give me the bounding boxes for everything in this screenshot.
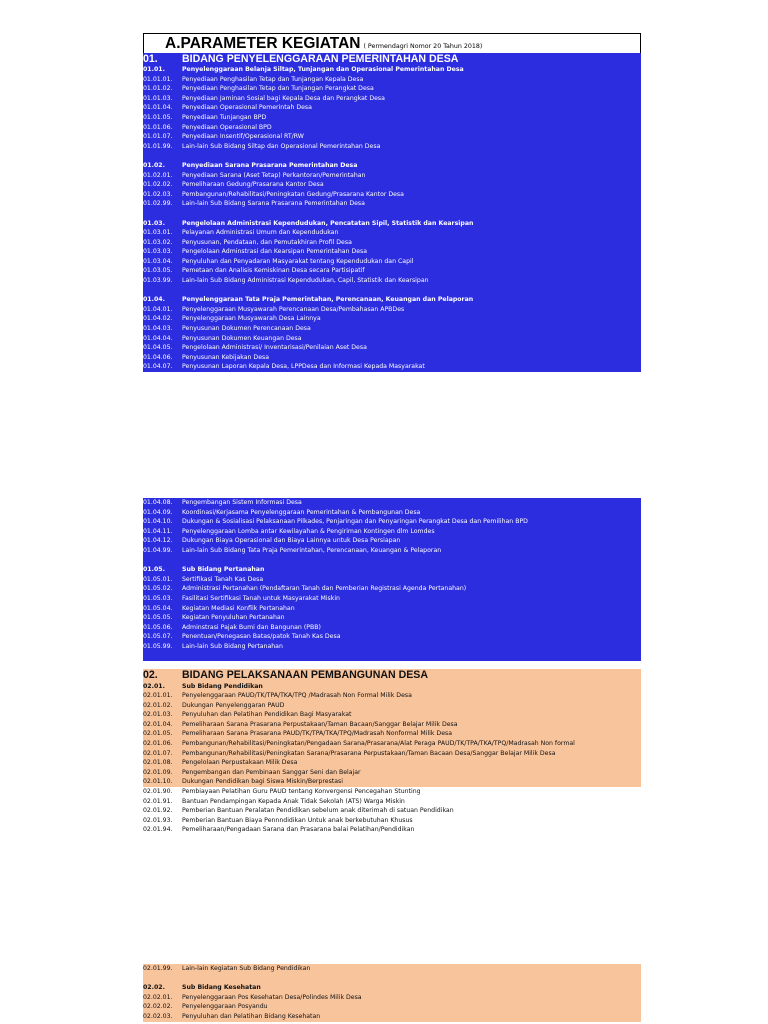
activity-row	[143, 353, 641, 363]
activity-row	[143, 720, 641, 730]
activity-row	[143, 993, 641, 1003]
activity-row	[143, 768, 641, 778]
activity-row	[143, 266, 641, 276]
activity-row	[143, 132, 641, 142]
bidang-02-block	[143, 669, 641, 788]
activity-row	[143, 343, 641, 353]
activity-text: Pengelolaan Perpustakaan Milik Desa	[182, 759, 298, 767]
activity-row	[143, 257, 641, 267]
activity-text: Pengelolaan Adminstrasi dan Kearsipan Pemerintahan Desa	[182, 248, 368, 256]
activity-code: 01.01.02.	[143, 85, 173, 93]
bidang-01-block	[143, 53, 641, 372]
activity-text: Penyelenggaraan Musyawarah Desa Lainnya	[182, 315, 321, 323]
activity-row	[143, 190, 641, 200]
activity-list-peach	[143, 682, 641, 788]
activity-row	[143, 739, 641, 749]
activity-text: Penyuluhan dan Pelatihan Pendidikan Bagi Masyarakat	[182, 711, 352, 719]
activity-text: Penyediaan Sarana Prasarana Pemerintahan Desa	[182, 161, 358, 169]
activity-code: 02.02.	[143, 984, 165, 992]
activity-row	[143, 604, 641, 614]
activity-code: 01.02.03.	[143, 190, 173, 198]
activity-row	[143, 75, 641, 85]
activity-row	[143, 623, 641, 633]
activity-code: 01.01.99.	[143, 142, 173, 150]
activity-code: 01.03.99.	[143, 277, 173, 285]
activity-text: Adminstrasi Pajak Bumi dan Bangunan (PBB)	[182, 623, 321, 631]
activity-text: Penyelenggaraan Posyandu	[182, 1003, 268, 1011]
activity-text: Penyusunan, Pendataan, dan Pemutakhiran Profil Desa	[182, 238, 352, 246]
activity-text: Penyediaan Sarana (Aset Tetap) Perkantoran/Pemerintahan	[182, 171, 366, 179]
activity-text: Pengelolaan Administrasi/ Inventarisasi/Penilaian Aset Desa	[182, 344, 367, 352]
activity-text: Fasilitasi Sertifikasi Tanah untuk Masyarakat Miskin	[182, 594, 340, 602]
activity-text: Pembangunan/Rehabilitasi/Peningkatan/Pengadaan Sarana/Prasarana/Alat Peraga PAUD/TK/TPA/TKA/TPQ/Madrasah Non formal	[182, 740, 575, 748]
activity-code: 01.01.04.	[143, 104, 173, 112]
sub-bidang-row	[143, 161, 641, 171]
activity-code: 01.05.02.	[143, 585, 173, 593]
activity-text: Penyediaan Insentif/Operasional RT/RW	[182, 133, 304, 141]
activity-code: 01.05.01.	[143, 575, 173, 583]
activity-code: 01.04.04.	[143, 334, 173, 342]
activity-row	[143, 247, 641, 257]
activity-code: 01.04.11.	[143, 527, 173, 535]
activity-text: Penyediaan Jaminan Sosial bagi Kepala Desa dan Perangkat Desa	[182, 94, 385, 102]
activity-text: Lain-lain Sub Bidang Siltap dan Operasional Pemerintahan Desa	[182, 142, 381, 150]
activity-code: 01.03.	[143, 219, 165, 227]
activity-code: 01.04.12.	[143, 537, 173, 545]
activity-text: Pemberian Bantuan Biaya Pennndidikan Untuk anak berkebutuhan Khusus	[182, 816, 413, 824]
activity-text: Penyelenggaraan Tata Praja Pemerintahan, Perencanaan, Keuangan dan Pelaporan	[182, 296, 474, 304]
activity-row	[143, 180, 641, 190]
activity-text: Penyelenggaraan Musyawarah Perencanaan Desa/Pembahasan APBDes	[182, 305, 405, 313]
activity-code: 02.02.02.	[143, 1003, 173, 1011]
activity-text: Penyediaan Operasional BPD	[182, 123, 272, 131]
activity-code: 01.04.	[143, 296, 165, 304]
activity-row	[143, 758, 641, 768]
activity-row	[143, 797, 641, 807]
activity-row	[143, 710, 641, 720]
activity-code: 01.05.04.	[143, 604, 173, 612]
activity-row	[143, 498, 641, 508]
activity-code: 01.01.06.	[143, 123, 173, 131]
activity-text: Sertifikasi Tanah Kas Desa	[182, 575, 264, 583]
activity-text: Sub Bidang Kesehatan	[182, 984, 261, 992]
activity-code: 01.05.03.	[143, 594, 173, 602]
activity-code: 01.04.99.	[143, 546, 173, 554]
activity-row	[143, 777, 641, 787]
activity-text: Koordinasi/Kerjasama Penyelenggaraan Pemerintahan & Pembangunan Desa	[182, 508, 421, 516]
activity-code: 01.03.01.	[143, 229, 173, 237]
activity-row	[143, 334, 641, 344]
activity-row	[143, 362, 641, 372]
activity-row	[143, 305, 641, 315]
sub-bidang-row	[143, 565, 641, 575]
activity-row	[143, 84, 641, 94]
activity-code: 01.05.07.	[143, 633, 173, 641]
activity-list	[143, 964, 641, 1022]
activity-code: 01.05.06.	[143, 623, 173, 631]
activity-code: 02.01.91.	[143, 797, 173, 805]
spacer	[143, 661, 641, 669]
activity-code: 01.02.01.	[143, 171, 173, 179]
activity-code: 02.01.07.	[143, 749, 173, 757]
activity-code: 01.01.	[143, 66, 165, 73]
page-3-section	[143, 964, 641, 1022]
activity-code: 02.01.08.	[143, 759, 173, 767]
activity-text: Penyelenggaraan Lomba antar Kewilayahan & Pengiriman Kontingen dlm Lomdes	[182, 527, 435, 535]
activity-text: Lain-lain Sub Bidang Pertanahan	[182, 642, 283, 650]
activity-code: 01.04.05.	[143, 344, 173, 352]
activity-row	[143, 142, 641, 152]
activity-code: 02.01.10.	[143, 778, 173, 786]
title-bar	[143, 33, 641, 53]
activity-row	[143, 536, 641, 546]
activity-code: 01.04.03.	[143, 325, 173, 333]
activity-row	[143, 113, 641, 123]
activity-text: Penentuan/Penegasan Batas/patok Tanah Kas Desa	[182, 633, 341, 641]
activity-text: Pemberian Bantuan Peralatan Pendidikan sebelum anak diterimah di satuan Pendidikan	[182, 807, 454, 815]
activity-text: Pengembangan Sistem Informasi Desa	[182, 499, 302, 506]
activity-text: Pembiayaan Pelatihan Guru PAUD tentang Konvergensi Pencegahan Stunting	[182, 788, 421, 796]
activity-text: Penyusunan Kebijakan Desa	[182, 353, 270, 361]
activity-code: 01.03.03.	[143, 248, 173, 256]
bidang-code: 02.	[143, 668, 158, 681]
activity-row	[143, 749, 641, 759]
activity-code: 02.01.92.	[143, 807, 173, 815]
sub-bidang-row	[143, 983, 641, 993]
activity-code: 02.01.02.	[143, 701, 173, 709]
activity-code: 01.04.02.	[143, 315, 173, 323]
activity-row	[143, 94, 641, 104]
activity-row	[143, 594, 641, 604]
activity-text: Penyelenggaraan Pos Kesehatan Desa/Polindes Milik Desa	[182, 993, 362, 1001]
activity-list	[143, 65, 641, 372]
activity-text: Dukungan & Sosialisasi Pelaksanaan Pilkades, Penjaringan dan Penyaringan Perangkat Desa dan Pemilihan BPD	[182, 518, 528, 526]
activity-code: 02.01.06.	[143, 740, 173, 748]
activity-text: Penyusunan Dokumen Perencanaan Desa	[182, 325, 311, 333]
activity-text: Pemeliharaan Sarana Prasarana Perpustakaan/Taman Bacaan/Sanggar Belajar Milik Desa	[182, 720, 458, 728]
activity-row	[143, 964, 641, 974]
activity-text: Lain-lain Sub Bidang Tata Praja Pemerintahan, Perencanaan, Keuangan & Pelaporan	[182, 546, 442, 554]
activity-text: Pembangunan/Rehabilitasi/Peningkatan Gedung/Prasarana Kantor Desa	[182, 190, 404, 198]
activity-list-blue	[143, 498, 641, 661]
activity-text: Lain-lain Sub Bidang Sarana Prasarana Pemerintahan Desa	[182, 200, 365, 208]
bidang-title: BIDANG PELAKSANAAN PEMBANGUNAN DESA	[182, 668, 429, 681]
activity-row	[143, 632, 641, 642]
activity-code: 01.03.05.	[143, 267, 173, 275]
bidang-code: 01.	[143, 53, 158, 65]
activity-code: 02.01.99.	[143, 965, 173, 972]
activity-code: 01.01.05.	[143, 113, 173, 121]
activity-row	[143, 527, 641, 537]
activity-row	[143, 546, 641, 556]
activity-code: 02.01.90.	[143, 788, 173, 796]
activity-row	[143, 613, 641, 623]
activity-code: 02.01.93.	[143, 816, 173, 824]
activity-text: Penyuluhan dan Pelatihan Bidang Kesehatan	[182, 1012, 321, 1020]
page-2-section	[143, 498, 641, 835]
activity-text: Pemeliharaan Sarana Prasarana PAUD/TK/TPA/TKA/TPQ/Madrasah Nonformal Milik Desa	[182, 730, 453, 738]
activity-text: Dukungan Pendidikan bagi Siswa Miskin/Berprestasi	[182, 778, 343, 786]
activity-row	[143, 171, 641, 181]
sub-bidang-row	[143, 295, 641, 305]
activity-code: 02.01.04.	[143, 720, 173, 728]
activity-row	[143, 825, 641, 835]
activity-code: 01.04.07.	[143, 363, 173, 371]
activity-text: Penyediaan Penghasilan Tetap dan Tunjangan Perangkat Desa	[182, 85, 374, 93]
activity-text: Dukungan Penyelenggaran PAUD	[182, 701, 285, 709]
activity-text: Penyediaan Penghasilan Tetap dan Tunjangan Kepala Desa	[182, 75, 364, 83]
activity-row	[143, 1012, 641, 1022]
activity-row	[143, 228, 641, 238]
page-1-section	[143, 33, 641, 372]
activity-code: 01.02.99.	[143, 200, 173, 208]
activity-row	[143, 584, 641, 594]
activity-text: Penyusunan Laporan Kepala Desa, LPPDesa dan Informasi Kepada Masyarakat	[182, 363, 425, 371]
activity-text: Pemetaan dan Analisis Kemiskinan Desa secara Partisipatif	[182, 267, 365, 275]
activity-text: Pengelolaan Administrasi Kependudukan, Pencatatan Sipil, Statistik dan Kearsipan	[182, 219, 474, 227]
page-title: A.PARAMETER KEGIATAN	[165, 35, 361, 52]
activity-code: 01.02.	[143, 161, 165, 169]
bidang-title: BIDANG PENYELENGGARAAN PEMERINTAHAN DESA	[182, 53, 459, 65]
activity-text: Lain-lain Sub Bidang Administrasi Kependudukan, Capil, Statistik dan Kearsipan	[182, 277, 429, 285]
activity-code: 01.04.06.	[143, 353, 173, 361]
activity-text: Sub Bidang Pertanahan	[182, 566, 265, 574]
activity-code: 01.04.09.	[143, 508, 173, 516]
activity-row	[143, 276, 641, 286]
activity-text: Pembangunan/Rehabilitasi/Peningkatan Sarana/Prasarana Perpustakaan/Taman Bacaan Desa/Sanggar Belajar Milik Desa	[182, 749, 556, 757]
activity-text: Penyelenggaraan PAUD/TK/TPA/TKA/TPQ /Madrasah Non Formal Milik Desa	[182, 692, 412, 700]
blank-row	[143, 151, 641, 161]
activity-row	[143, 806, 641, 816]
blank-row	[143, 556, 641, 566]
activity-text: Sub Bidang Pendidikan	[182, 682, 263, 690]
activity-code: 01.05.05.	[143, 614, 173, 622]
blank-row	[143, 286, 641, 296]
activity-text: Penyusunan Dokumen Keuangan Desa	[182, 334, 302, 342]
activity-code: 01.04.08.	[143, 499, 173, 506]
bidang-heading	[143, 53, 641, 65]
page-subtitle: ( Permendagri Nomor 20 Tahun 2018)	[363, 43, 483, 50]
activity-row	[143, 729, 641, 739]
activity-code: 01.04.10.	[143, 518, 173, 526]
activity-row	[143, 238, 641, 248]
blank-row	[143, 974, 641, 984]
activity-text: Dukungan Biaya Operasional dan Biaya Lainnya untuk Desa Persiapan	[182, 537, 401, 545]
activity-text: Kegiatan Penyuluhan Pertanahan	[182, 614, 285, 622]
activity-code: 02.01.09.	[143, 768, 173, 776]
activity-row	[143, 701, 641, 711]
activity-code: 02.01.01.	[143, 692, 173, 700]
activity-code: 01.01.07.	[143, 133, 173, 141]
activity-text: Penyuluhan dan Penyadaran Masyarakat tentang Kependudukan dan Capil	[182, 257, 414, 265]
activity-row	[143, 199, 641, 209]
activity-code: 01.03.04.	[143, 257, 173, 265]
sub-bidang-row	[143, 65, 641, 75]
blank-row	[143, 209, 641, 219]
activity-text: Pelayanan Administrasi Umum dan Kependudukan	[182, 229, 339, 237]
activity-text: Pemeliharaan/Pengadaan Sarana dan Prasarana balai Pelatihan/Pendidikan	[182, 826, 415, 834]
activity-row	[143, 816, 641, 826]
activity-code: 02.01.94.	[143, 826, 173, 834]
sub-bidang-row	[143, 682, 641, 692]
activity-code: 02.01.05.	[143, 730, 173, 738]
activity-code: 01.01.01.	[143, 75, 173, 83]
activity-code: 02.02.01.	[143, 993, 173, 1001]
activity-text: Penyediaan Tunjangan BPD	[182, 113, 267, 121]
bidang-heading	[143, 669, 641, 682]
activity-row	[143, 642, 641, 652]
activity-row	[143, 324, 641, 334]
activity-row	[143, 1002, 641, 1012]
activity-code: 01.05.99.	[143, 642, 173, 650]
activity-row	[143, 314, 641, 324]
activity-text: Penyediaan Operasional Pemerintah Desa	[182, 104, 312, 112]
activity-code: 02.02.03.	[143, 1012, 173, 1020]
activity-code: 02.01.	[143, 682, 165, 690]
activity-row	[143, 517, 641, 527]
activity-text: Pengembangan dan Pembinaan Sanggar Seni dan Belajar	[182, 768, 361, 776]
activity-row	[143, 103, 641, 113]
sub-bidang-row	[143, 219, 641, 229]
activity-text: Pemeliharaan Gedung/Prasarana Kantor Desa	[182, 181, 324, 189]
activity-row	[143, 787, 641, 797]
activity-row	[143, 575, 641, 585]
activity-code: 01.03.02.	[143, 238, 173, 246]
activity-code: 01.01.03.	[143, 94, 173, 102]
activity-code: 01.05.	[143, 566, 165, 574]
activity-text: Administrasi Pertanahan (Pendaftaran Tanah dan Pemberian Registrasi Agenda Pertanahan)	[182, 585, 467, 593]
activity-text: Kegiatan Mediasi Konflik Pertanahan	[182, 604, 295, 612]
activity-row	[143, 508, 641, 518]
activity-text: Lain-lain Kegiatan Sub Bidang Pendidikan	[182, 965, 311, 972]
activity-code: 01.02.02.	[143, 181, 173, 189]
activity-code: 02.01.03.	[143, 711, 173, 719]
activity-list-white	[143, 787, 641, 835]
activity-text: Bantuan Pendampingan Kepada Anak Tidak Sekolah (ATS) Warga Miskin	[182, 797, 405, 805]
activity-row	[143, 123, 641, 133]
activity-row	[143, 691, 641, 701]
activity-text: Penyelenggaraan Belanja Siltap, Tunjangan dan Operasional Pemerintahan Desa	[182, 66, 464, 73]
activity-code: 01.04.01.	[143, 305, 173, 313]
